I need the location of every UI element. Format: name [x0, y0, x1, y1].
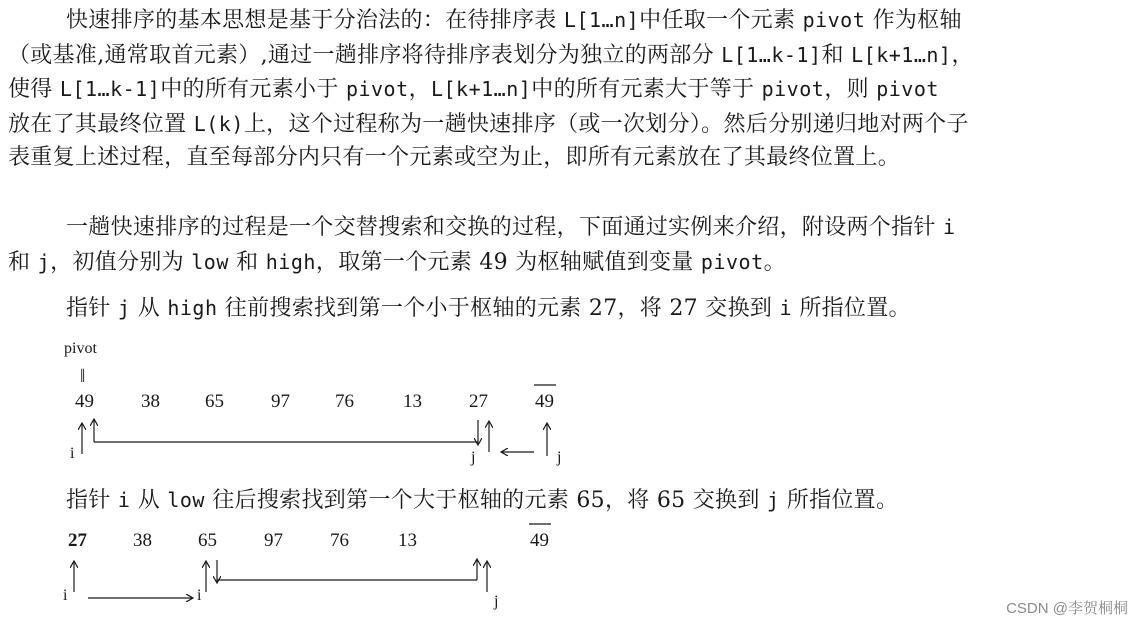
code-run: pivot [761, 77, 825, 101]
code-run: j [766, 488, 780, 512]
code-run: L[1…n] [563, 8, 640, 32]
text-line [8, 3, 1134, 38]
array-value: 65 [205, 391, 224, 412]
paragraph-step-j [8, 291, 1134, 326]
diagram-step-1 [0, 332, 1142, 472]
text-run: 和 [821, 42, 852, 68]
text-run: 指针 [66, 488, 118, 513]
array-value: 38 [141, 391, 160, 412]
text-run: ，则 [824, 77, 877, 102]
code-run: i [117, 488, 131, 512]
array-value: 97 [264, 530, 283, 551]
text-line [8, 72, 1134, 107]
text-run: 和 [8, 249, 38, 275]
text-run: 中的所有元素小于 [160, 77, 346, 102]
text-run: 所指位置。 [779, 488, 899, 513]
text-run: ， [951, 42, 974, 68]
code-run: pivot [876, 77, 939, 101]
code-run: high [167, 296, 218, 320]
text-run: 和 [228, 249, 266, 275]
text-run: 一趟快速排序的过程是一个交替搜索和交换的过程，下面通过实例来介绍，附设两个指针 [66, 215, 943, 240]
text-run: 从 [130, 488, 168, 513]
code-run: i [943, 215, 956, 239]
array-value: 27 [469, 391, 488, 412]
text-run: 。 [763, 249, 786, 275]
text-line [8, 245, 1134, 280]
text-run: 中的所有元素大于等于 [531, 77, 762, 102]
pointer-j-label: j [471, 449, 476, 466]
array-value: 97 [271, 391, 290, 412]
paragraph-pointer-setup [8, 210, 1134, 279]
text-run: 往前搜索找到第一个小于枢轴的元素 27，将 27 交换到 [217, 296, 780, 321]
text-run: 从 [130, 296, 168, 321]
array-value: 76 [330, 530, 349, 551]
diagram-step-2 [0, 520, 1142, 620]
diagram-step-1-svg [0, 332, 1142, 472]
text-line [8, 210, 1134, 245]
code-run: L[1…k-1] [721, 42, 822, 67]
array-value: 13 [398, 530, 417, 551]
text-run: 放在了其最终位置 [8, 111, 194, 137]
code-run: j [37, 249, 51, 274]
array-value: 49 [530, 530, 549, 551]
text-run: （或基准,通常取首元素）,通过一趟排序将待排序表划分为独立的两部分 [8, 42, 722, 68]
text-line [8, 38, 1134, 73]
text-run: ， [408, 77, 431, 102]
array-value: 49 [535, 391, 554, 412]
code-run: j [117, 296, 131, 320]
code-run: pivot [345, 77, 409, 101]
array-value: 38 [133, 530, 152, 551]
array-value: 49 [75, 391, 94, 412]
text-run: 上，这个过程称为一趟快速排序（或一次划分）。然后分别递归地对两个子 [243, 111, 969, 137]
text-run: 表重复上述过程，直至每部分内只有一个元素或空为止，即所有元素放在了其最终位置上。 [8, 145, 901, 170]
array-value: 13 [403, 391, 422, 412]
code-run: low [167, 488, 205, 512]
code-run: L[1…k-1] [59, 77, 161, 101]
text-line [8, 291, 1134, 326]
pointer-j-label: j [557, 449, 562, 466]
array-value: 27 [68, 530, 87, 551]
code-run: L[k+1…n] [430, 77, 532, 101]
pointer-i-label: i [197, 587, 202, 604]
text-line [8, 141, 1134, 176]
array-value: 76 [335, 391, 354, 412]
text-run: 指针 [66, 296, 118, 321]
text-run: ，初值分别为 [50, 249, 192, 275]
text-run: ，取第一个元素 49 为枢轴赋值到变量 [315, 249, 701, 275]
text-run: 使得 [8, 77, 60, 102]
code-run: L[k+1…n] [851, 42, 952, 67]
pointer-i-label: i [70, 445, 75, 462]
code-run: pivot [700, 249, 764, 274]
pointer-j-label: j [494, 593, 499, 610]
text-run: 中任取一个元素 [639, 8, 803, 33]
csdn-watermark: CSDN @李贺桐桐 [1006, 600, 1128, 617]
paragraph-step-i [8, 483, 1134, 518]
paragraph-quicksort-idea [8, 3, 1134, 176]
text-run: 快速排序的基本思想是基于分治法的：在待排序表 [66, 8, 564, 33]
array-values [75, 391, 554, 412]
code-run: high [265, 249, 316, 274]
text-line [8, 107, 1134, 142]
array-value: 65 [198, 530, 217, 551]
diagram-step-2-svg [0, 520, 1142, 620]
array-values [68, 530, 549, 551]
pivot-label: pivot [64, 340, 97, 357]
code-run: low [191, 249, 229, 274]
text-run: 往后搜索找到第一个大于枢轴的元素 65，将 65 交换到 [204, 488, 767, 513]
code-run: pivot [802, 8, 866, 32]
code-run: i [779, 296, 793, 320]
code-run: L(k) [193, 111, 244, 136]
pivot-equals-mark: ‖ [80, 366, 86, 387]
text-run: 作为枢轴 [865, 8, 962, 33]
pointer-i-label: i [63, 587, 68, 604]
text-line [8, 483, 1134, 518]
text-run: 所指位置。 [792, 296, 911, 321]
